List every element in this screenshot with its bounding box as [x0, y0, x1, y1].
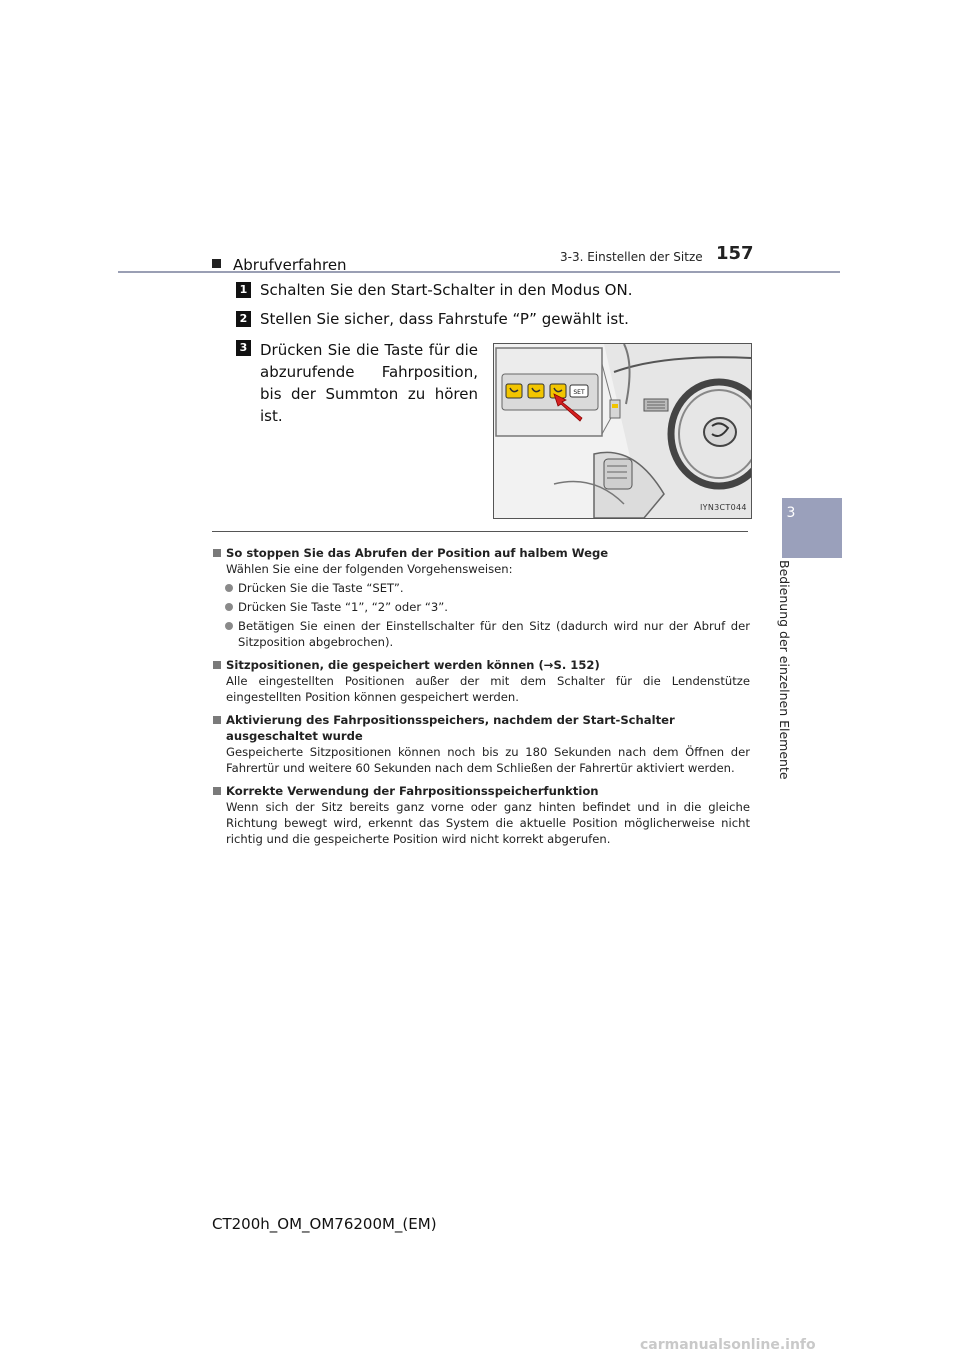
step-number-1: 1	[236, 282, 251, 298]
memory-button-illustration	[493, 343, 752, 519]
note-body-activation: Gespeicherte Sitzpositionen können noch bis zu 180 Sekunden nach dem Öffnen der Fahrertür und weitere 60 Sekunden nach dem Schließen der Fahrertür aktiviert werden.	[226, 745, 750, 775]
note-heading-activation: Aktivierung des Fahrpositionsspeichers, nachdem der Start-Schalter ausgeschaltet wurde	[212, 712, 750, 744]
step-text-1: Schalten Sie den Start-Schalter in den Modus ON.	[260, 281, 633, 299]
step-text-3: Drücken Sie die Taste für die abzurufende Fahrposition, bis der Summton zu hören ist.	[260, 341, 478, 425]
note-heading-stop-recall: So stoppen Sie das Abrufen der Position auf halbem Wege	[212, 545, 750, 561]
procedure-heading-text: Abrufverfahren	[233, 256, 347, 274]
note-body-storable-positions: Alle eingestellten Positionen außer der mit dem Schalter für die Lendenstütze eingestellten Position können gespeichert werden.	[226, 674, 750, 704]
chapter-tab-number: 3	[786, 505, 796, 521]
step-number-3: 3	[236, 340, 251, 356]
note-body-stop-recall: Wählen Sie eine der folgenden Vorgehensweisen:	[226, 562, 513, 576]
note-heading-storable-positions: Sitzpositionen, die gespeichert werden können (→S. 152)	[212, 657, 750, 673]
chapter-side-label-text: Bedienung der einzelnen Elemente	[777, 560, 792, 780]
watermark: carmanualsonline.info	[640, 1337, 816, 1353]
note-body-correct-use: Wenn sich der Sitz bereits ganz vorne oder ganz hinten befindet und in die gleiche Richtung bewegt wird, erkennt das System die aktuelle Position möglicherweise nicht richtig und die gespeicherte Position wird nicht korrekt abgerufen.	[226, 800, 750, 846]
chapter-side-label	[752, 560, 832, 780]
square-bullet-icon	[212, 259, 221, 268]
section-title: 3-3. Einstellen der Sitze	[560, 250, 703, 264]
illustration-code: IYN3CT044	[700, 503, 747, 512]
list-item: Drücken Sie Taste “1”, “2” oder “3”.	[212, 599, 750, 615]
step-text-2: Stellen Sie sicher, dass Fahrstufe “P” gewählt ist.	[260, 310, 629, 328]
list-item: Drücken Sie die Taste “SET”.	[212, 580, 750, 596]
notes-section	[212, 541, 750, 847]
step-number-2: 2	[236, 311, 251, 327]
note-heading-correct-use: Korrekte Verwendung der Fahrpositionsspeicherfunktion	[212, 783, 750, 799]
list-item: Betätigen Sie einen der Einstellschalter für den Sitz (dadurch wird nur der Abruf der Sitzposition abgebrochen).	[212, 618, 750, 650]
notes-divider	[212, 531, 748, 532]
page-number: 157	[716, 243, 754, 264]
door-panel-drawing	[494, 344, 751, 518]
set-button-label: SET	[573, 389, 585, 396]
procedure-heading	[212, 256, 347, 274]
document-code: CT200h_OM_OM76200M_(EM)	[212, 1215, 437, 1233]
